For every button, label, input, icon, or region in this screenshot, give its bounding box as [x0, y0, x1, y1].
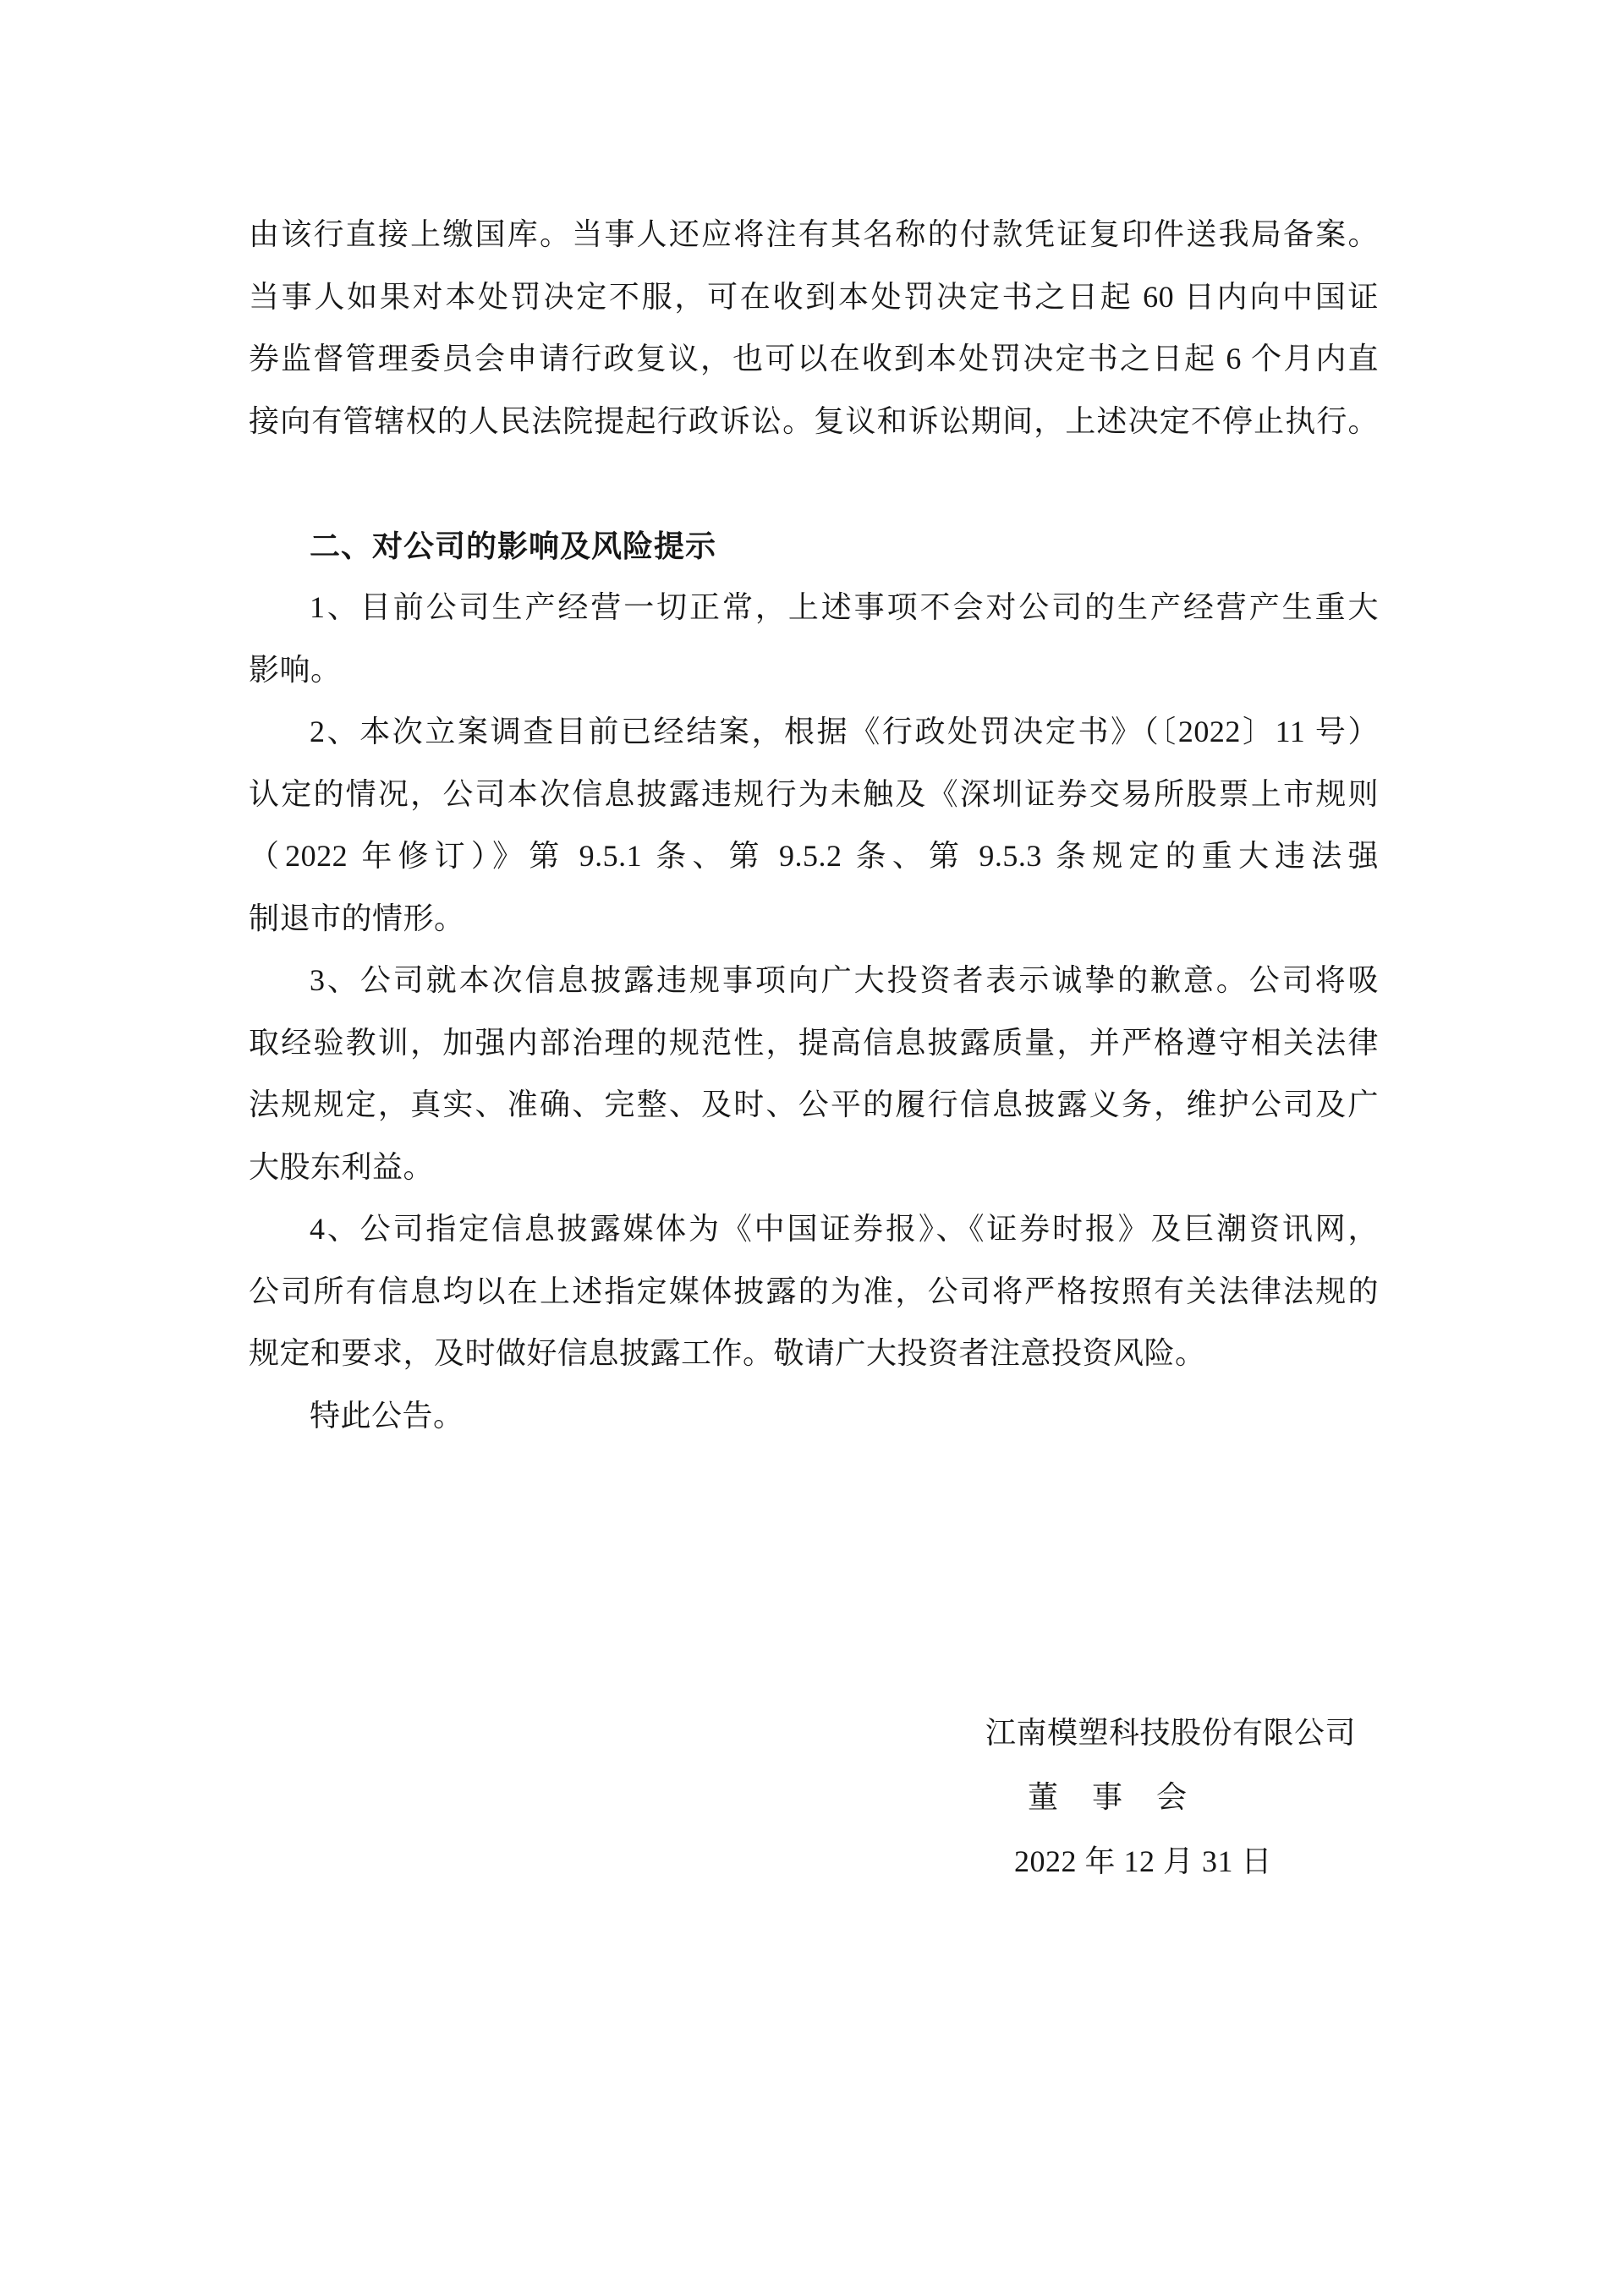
body-line: 规定和要求，及时做好信息披露工作。敬请广大投资者注意投资风险。: [249, 1336, 1206, 1370]
body-line: 接向有管辖权的人民法院提起行政诉讼。复议和诉讼期间，上述决定不停止执行。: [249, 403, 1379, 438]
body-line: 公司所有信息均以在上述指定媒体披露的为准，公司将严格按照有关法律法规的: [249, 1274, 1379, 1308]
blank-line: [249, 452, 1379, 515]
body-line: 3、公司就本次信息披露违规事项向广大投资者表示诚挚的歉意。公司将吸: [310, 963, 1379, 997]
body-line: 取经验教训，加强内部治理的规范性，提高信息披露质量，并严格遵守相关法律: [249, 1025, 1379, 1060]
body-line: 认定的情况，公司本次信息披露违规行为未触及《深圳证券交易所股票上市规则: [249, 776, 1379, 811]
signature-board: 董 事 会: [1027, 1780, 1188, 1814]
body-line: 当事人如果对本处罚决定不服，可在收到本处罚决定书之日起 60 日内向中国证: [249, 279, 1379, 314]
vertical-spacer: [249, 1447, 1379, 1701]
body-line: 影响。: [249, 652, 342, 687]
body-line: （2022 年修订）》第 9.5.1 条、第 9.5.2 条、第 9.5.3 条规定的重大违法强: [249, 839, 1379, 873]
body-line: 制退市的情形。: [249, 901, 465, 935]
body-line: 1、目前公司生产经营一切正常，上述事项不会对公司的生产经营产生重大: [310, 590, 1379, 624]
body-line: 券监督管理委员会申请行政复议，也可以在收到本处罚决定书之日起 6 个月内直: [249, 342, 1379, 375]
body-line: 大股东利益。: [249, 1149, 435, 1184]
signature-date: 2022 年 12 月 31 日: [1013, 1844, 1272, 1878]
body-line: 由该行直接上缴国库。当事人还应将注有其名称的付款凭证复印件送我局备案。: [249, 217, 1379, 251]
body-line: 法规规定，真实、准确、完整、及时、公平的履行信息披露义务，维护公司及广: [249, 1088, 1379, 1121]
signature-block: [249, 1701, 1379, 1893]
closing-line: 特此公告。: [310, 1398, 464, 1433]
signature-company: 江南模塑科技股份有限公司: [985, 1716, 1356, 1750]
document-content: [249, 0, 1379, 1893]
body-line: 4、公司指定信息披露媒体为《中国证券报》、《证券时报》及巨潮资讯网，: [310, 1212, 1379, 1246]
section-heading: 二、对公司的影响及风险提示: [310, 528, 717, 563]
body-line: 2、本次立案调查目前已经结案，根据《行政处罚决定书》（〔2022〕11 号）: [310, 715, 1379, 748]
